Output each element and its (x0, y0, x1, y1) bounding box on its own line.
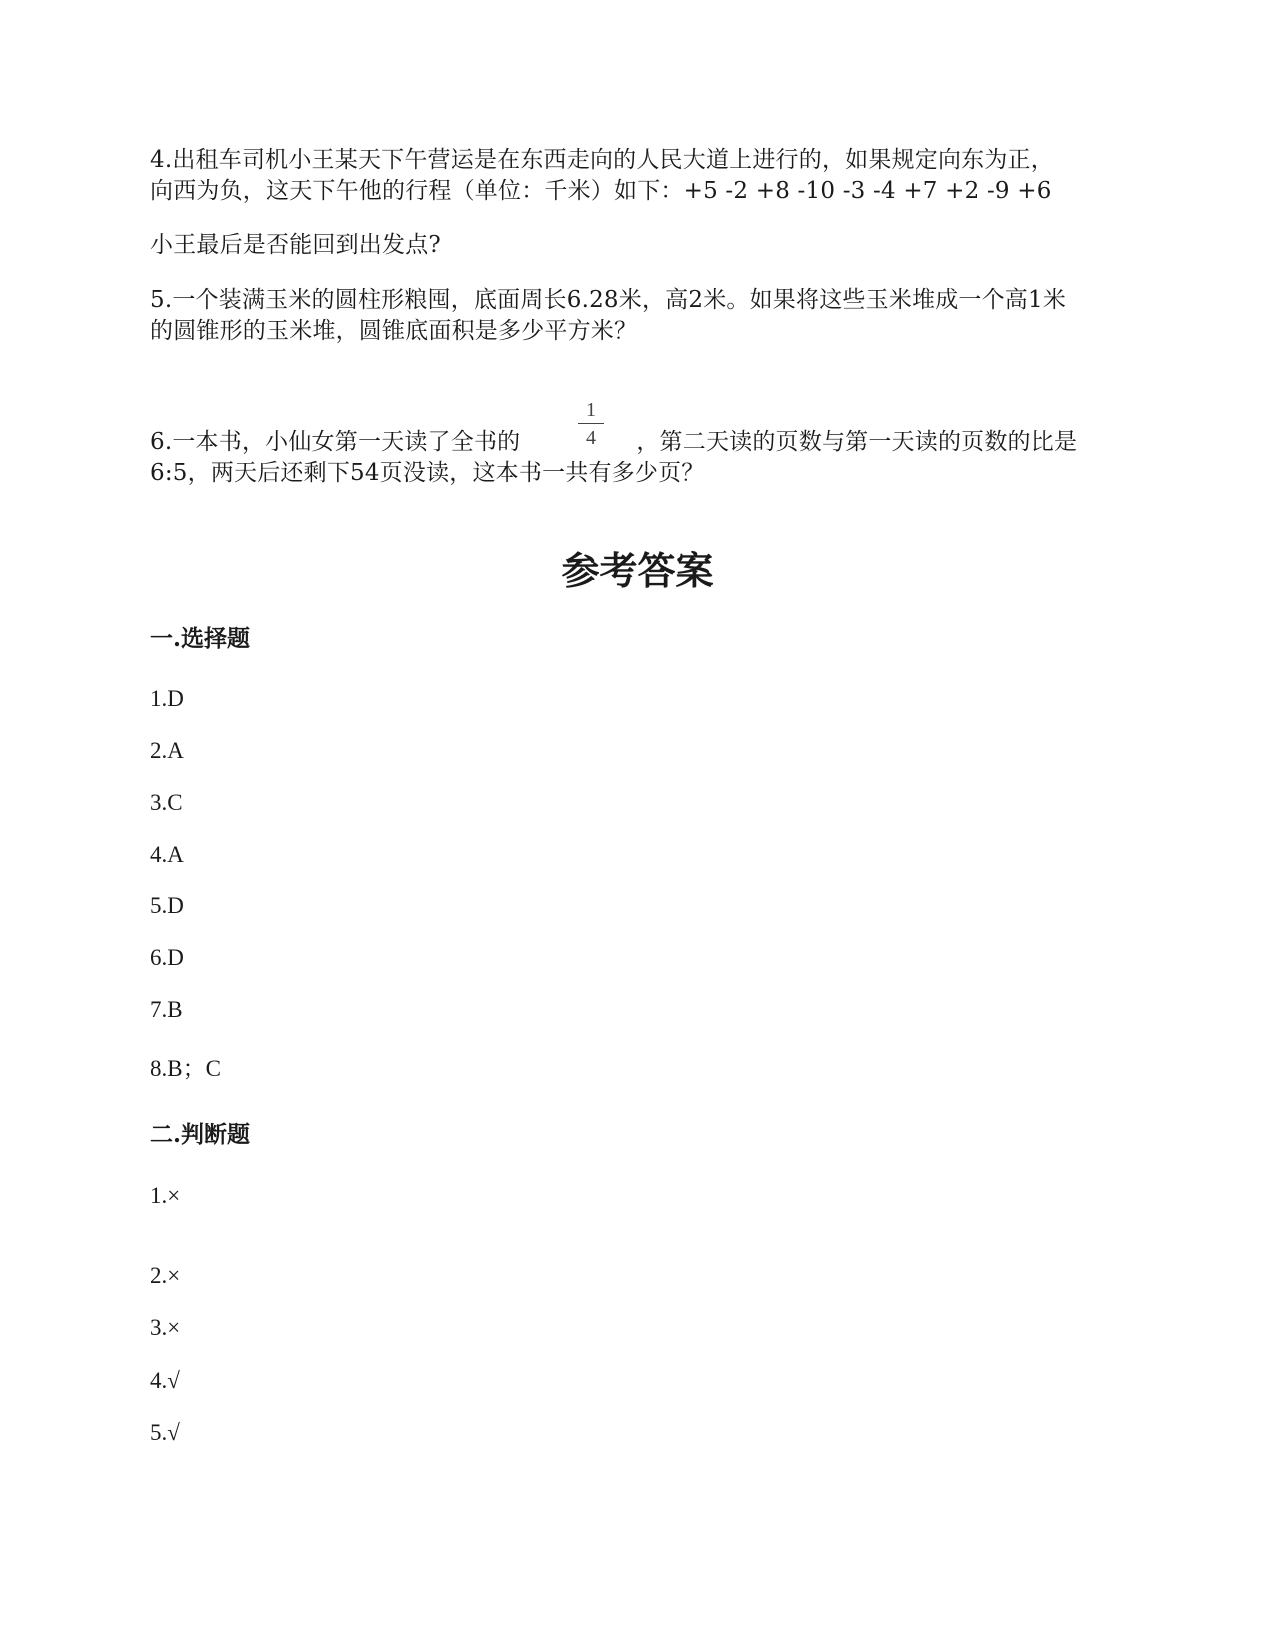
fraction-denominator: 4 (586, 427, 596, 449)
answer-item: 7.B (150, 997, 183, 1022)
question-5 (150, 285, 1125, 347)
question-6-text-before: 6.一本书，小仙女第一天读了全书的 (150, 429, 521, 455)
question-6 (150, 427, 1125, 489)
answer-item: 3.C (150, 790, 183, 815)
fraction-numerator: 1 (586, 399, 596, 421)
question-4-ask: 小王最后是否能回到出发点? (150, 232, 441, 258)
answer-item: 2.× (150, 1263, 181, 1288)
question-4-line-1: 4.出租车司机小王某天下午营运是在东西走向的人民大道上进行的，如果规定向东为正， (150, 147, 1054, 173)
answer-item: 4.A (150, 842, 184, 867)
question-4 (150, 145, 1125, 207)
answer-item: 3.× (150, 1315, 181, 1340)
answers-title: 参考答案 (561, 548, 714, 593)
answer-item: 1.× (150, 1183, 181, 1208)
answer-item: 5.D (150, 893, 184, 918)
question-6-line-2: 6:5，两天后还剩下54页没读，这本书一共有多少页？ (150, 460, 705, 486)
section-heading-choice: 一.选择题 (150, 625, 251, 652)
question-5-line-2: 的圆锥形的玉米堆，圆锥底面积是多少平方米？ (150, 318, 638, 344)
section-heading-judgment: 二.判断题 (150, 1121, 251, 1148)
fraction-bar (578, 423, 604, 424)
answer-item: 6.D (150, 945, 184, 970)
answer-item: 2.A (150, 738, 184, 763)
question-6-text-after: ，第二天读的页数与第一天读的页数的比是 (636, 429, 1078, 455)
answer-item: 1.D (150, 686, 184, 711)
question-4-line-2: 向西为负，这天下午他的行程（单位：千米）如下：+5 -2 +8 -10 -3 -4 +7 +2 -9 +6 (150, 178, 1052, 204)
answer-item: 4.√ (150, 1368, 180, 1393)
question-5-line-1: 5.一个装满玉米的圆柱形粮囤，底面周长6.28米，高2米。如果将这些玉米堆成一个高1米 (150, 287, 1067, 313)
answer-item: 8.B；C (150, 1056, 221, 1081)
question-6-line-1 (150, 427, 1125, 458)
answer-item: 5.√ (150, 1420, 180, 1445)
